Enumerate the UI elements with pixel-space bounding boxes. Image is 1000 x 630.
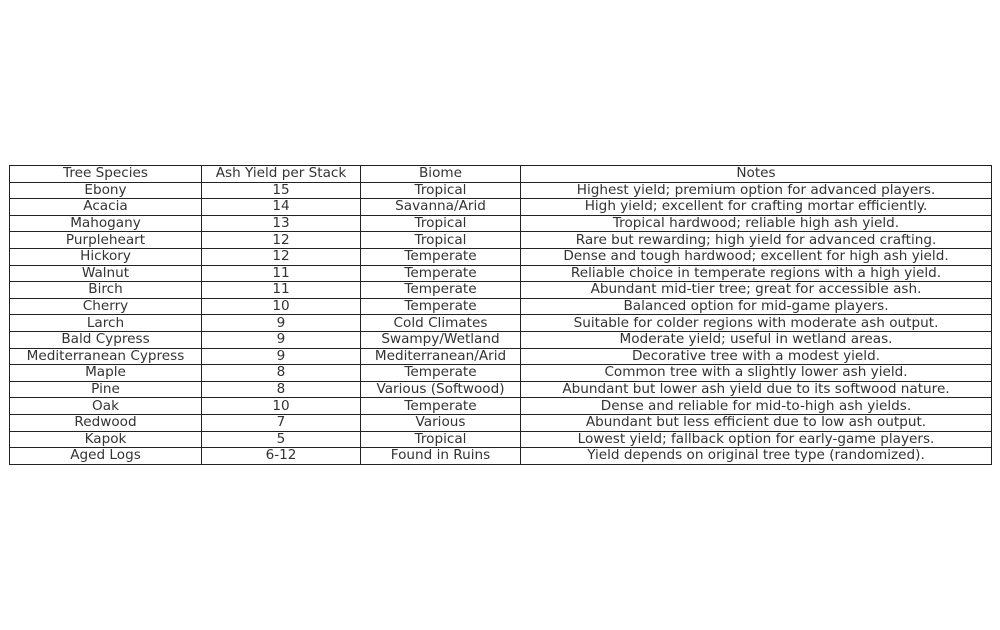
cell-notes: Decorative tree with a modest yield. xyxy=(521,348,992,365)
cell-ash-yield: 9 xyxy=(202,348,361,365)
cell-ash-yield: 14 xyxy=(202,199,361,216)
cell-biome: Temperate xyxy=(361,248,521,265)
cell-notes: Moderate yield; useful in wetland areas. xyxy=(521,331,992,348)
cell-tree-species: Bald Cypress xyxy=(10,331,202,348)
cell-biome: Savanna/Arid xyxy=(361,199,521,216)
cell-biome: Temperate xyxy=(361,265,521,282)
cell-tree-species: Larch xyxy=(10,315,202,332)
header-biome: Biome xyxy=(361,166,521,183)
cell-ash-yield: 8 xyxy=(202,381,361,398)
cell-tree-species: Mahogany xyxy=(10,215,202,232)
cell-notes: Reliable choice in temperate regions with a high yield. xyxy=(521,265,992,282)
cell-biome: Temperate xyxy=(361,398,521,415)
cell-tree-species: Oak xyxy=(10,398,202,415)
cell-ash-yield: 10 xyxy=(202,398,361,415)
cell-notes: Abundant but less efficient due to low ash output. xyxy=(521,414,992,431)
cell-notes: Dense and tough hardwood; excellent for high ash yield. xyxy=(521,248,992,265)
table-row xyxy=(10,232,992,249)
cell-biome: Tropical xyxy=(361,232,521,249)
cell-ash-yield: 9 xyxy=(202,331,361,348)
table-row xyxy=(10,381,992,398)
cell-biome: Mediterranean/Arid xyxy=(361,348,521,365)
table-row xyxy=(10,248,992,265)
cell-ash-yield: 6-12 xyxy=(202,448,361,465)
header-tree-species: Tree Species xyxy=(10,166,202,183)
cell-biome: Found in Ruins xyxy=(361,448,521,465)
cell-notes: Common tree with a slightly lower ash yield. xyxy=(521,365,992,382)
cell-notes: Abundant but lower ash yield due to its softwood nature. xyxy=(521,381,992,398)
table-row xyxy=(10,215,992,232)
cell-ash-yield: 11 xyxy=(202,265,361,282)
cell-notes: Tropical hardwood; reliable high ash yield. xyxy=(521,215,992,232)
cell-notes: High yield; excellent for crafting mortar efficiently. xyxy=(521,199,992,216)
cell-ash-yield: 8 xyxy=(202,365,361,382)
table-row xyxy=(10,398,992,415)
cell-ash-yield: 12 xyxy=(202,248,361,265)
cell-notes: Balanced option for mid-game players. xyxy=(521,298,992,315)
table-row xyxy=(10,431,992,448)
cell-tree-species: Pine xyxy=(10,381,202,398)
cell-notes: Highest yield; premium option for advanced players. xyxy=(521,182,992,199)
table-row xyxy=(10,182,992,199)
cell-biome: Temperate xyxy=(361,282,521,299)
cell-tree-species: Hickory xyxy=(10,248,202,265)
cell-ash-yield: 12 xyxy=(202,232,361,249)
cell-biome: Cold Climates xyxy=(361,315,521,332)
table-body xyxy=(10,182,992,464)
table-row xyxy=(10,315,992,332)
cell-biome: Temperate xyxy=(361,365,521,382)
cell-biome: Tropical xyxy=(361,182,521,199)
table-row xyxy=(10,199,992,216)
cell-ash-yield: 11 xyxy=(202,282,361,299)
cell-ash-yield: 10 xyxy=(202,298,361,315)
header-notes: Notes xyxy=(521,166,992,183)
cell-tree-species: Ebony xyxy=(10,182,202,199)
header-ash-yield: Ash Yield per Stack xyxy=(202,166,361,183)
cell-tree-species: Aged Logs xyxy=(10,448,202,465)
cell-tree-species: Redwood xyxy=(10,414,202,431)
cell-biome: Temperate xyxy=(361,298,521,315)
cell-biome: Swampy/Wetland xyxy=(361,331,521,348)
cell-ash-yield: 7 xyxy=(202,414,361,431)
cell-tree-species: Maple xyxy=(10,365,202,382)
table-row xyxy=(10,348,992,365)
table-row xyxy=(10,414,992,431)
cell-notes: Dense and reliable for mid-to-high ash yields. xyxy=(521,398,992,415)
cell-tree-species: Cherry xyxy=(10,298,202,315)
cell-ash-yield: 13 xyxy=(202,215,361,232)
cell-tree-species: Kapok xyxy=(10,431,202,448)
cell-ash-yield: 5 xyxy=(202,431,361,448)
table-row xyxy=(10,282,992,299)
cell-ash-yield: 9 xyxy=(202,315,361,332)
cell-notes: Yield depends on original tree type (randomized). xyxy=(521,448,992,465)
cell-tree-species: Birch xyxy=(10,282,202,299)
ash-yield-table xyxy=(9,165,992,465)
cell-biome: Tropical xyxy=(361,431,521,448)
cell-tree-species: Walnut xyxy=(10,265,202,282)
table-row xyxy=(10,265,992,282)
table-row xyxy=(10,365,992,382)
cell-notes: Lowest yield; fallback option for early-game players. xyxy=(521,431,992,448)
cell-biome: Tropical xyxy=(361,215,521,232)
table-row xyxy=(10,298,992,315)
cell-notes: Rare but rewarding; high yield for advanced crafting. xyxy=(521,232,992,249)
table-row xyxy=(10,331,992,348)
cell-tree-species: Acacia xyxy=(10,199,202,216)
cell-tree-species: Purpleheart xyxy=(10,232,202,249)
cell-biome: Various xyxy=(361,414,521,431)
cell-ash-yield: 15 xyxy=(202,182,361,199)
cell-notes: Suitable for colder regions with moderate ash output. xyxy=(521,315,992,332)
cell-tree-species: Mediterranean Cypress xyxy=(10,348,202,365)
header-row xyxy=(10,166,992,183)
table-row xyxy=(10,448,992,465)
cell-notes: Abundant mid-tier tree; great for accessible ash. xyxy=(521,282,992,299)
cell-biome: Various (Softwood) xyxy=(361,381,521,398)
